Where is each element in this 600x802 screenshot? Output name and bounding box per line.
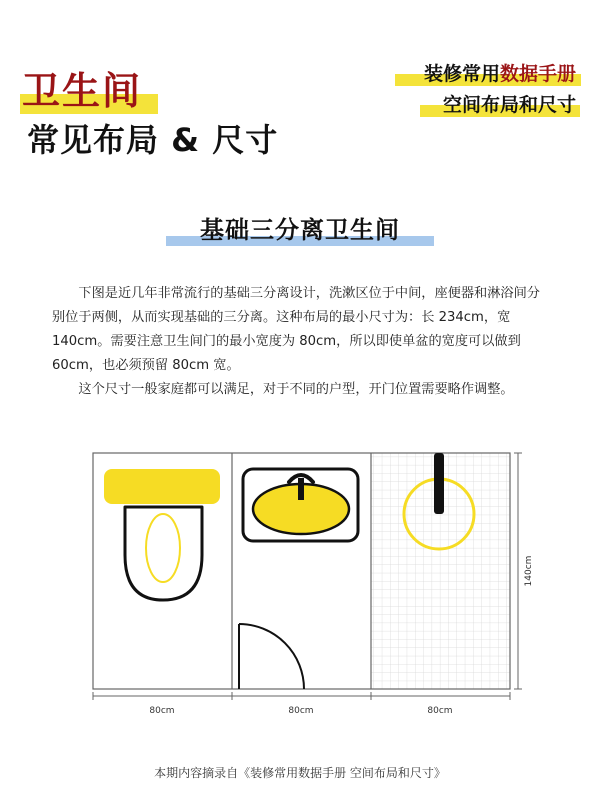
page-subtitle: 常见布局 & 尺寸 [27, 121, 279, 159]
page-title: 卫生间 [22, 69, 143, 113]
width-dimension [93, 692, 510, 716]
washbasin-icon [243, 469, 358, 541]
intro-paragraph-2: 这个尺寸一般家庭都可以满足，对于不同的户型，开门位置需要略作调整。 [78, 382, 514, 397]
toilet-icon [104, 469, 220, 600]
width-label-toilet: 80cm [149, 706, 175, 716]
floor-plan [0, 440, 600, 730]
manual-title [424, 61, 576, 87]
manual-prefix: 装修常用 [423, 63, 500, 85]
section-title: 基础三分离卫生间 [200, 216, 400, 244]
height-label: 140cm [524, 555, 534, 587]
door-swing-icon [239, 624, 304, 689]
height-dimension [514, 453, 534, 689]
width-label-shower: 80cm [427, 706, 453, 716]
manual-accent: 数据手册 [499, 63, 576, 85]
intro-paragraph-1: 下图是近几年非常流行的基础三分离设计，洗漱区位于中间，座便器和淋浴间分别位于两侧，从而实现基础的三分离。这种布局的最小尺寸为：长 234cm，宽 140cm。需要注意卫生间门的最小宽度为 80cm，所以即使单盆的宽度可以做到 60cm，也必须预留 80cm 宽。 [52, 286, 540, 373]
intro-text [52, 282, 552, 402]
width-label-washbasin: 80cm [288, 706, 314, 716]
footer-source: 本期内容摘录自《装修常用数据手册 空间布局和尺寸》 [154, 766, 446, 780]
floor-plan-drawing [0, 440, 600, 730]
manual-subtitle: 空间布局和尺寸 [442, 94, 576, 116]
